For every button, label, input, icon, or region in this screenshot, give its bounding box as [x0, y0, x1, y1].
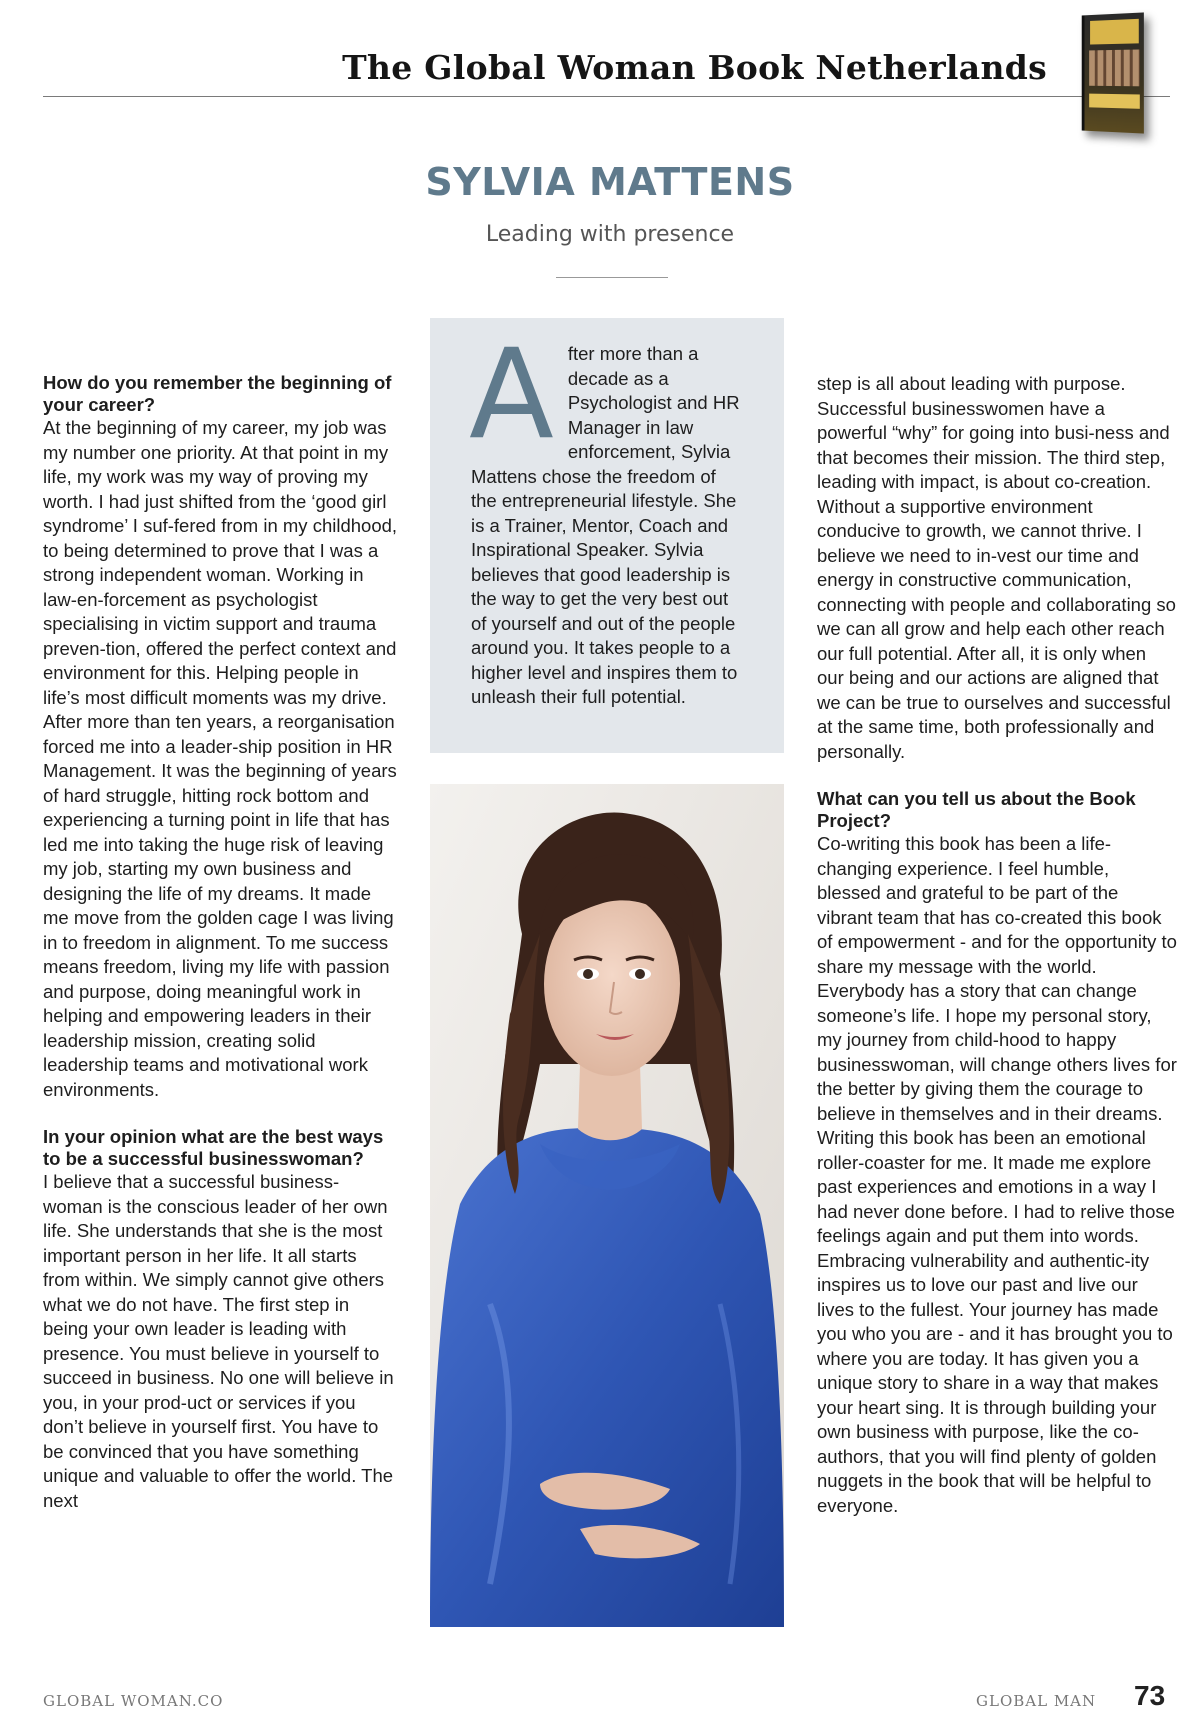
answer-paragraph: Co-writing this book has been a life-changing experience. I feel humble, blessed and grateful to be part of the vibrant team that has co-created this book of empowerment - and for the opportunity to share my message with the world. Everybody has a story that can change someone’s life. I hope my personal story, my journey from child-hood to happy businesswoman, will change others lives for the better by giving them the courage to believe in themselves and in their dreams. Writing this book has been an emotional roller-coaster for me. It made me explore past experiences and emotions in a way I had never done before. I had to relive those feelings again and put them into words. Embracing vulnerability and authentic-ity inspires us to love our past and live our lives to the fullest. Your journey has made you who you are - and it has brought you to where you are today. It has given you a unique story to share in a way that makes your heart sing. It is through building your own business with purpose, like the co-authors, that you will find plenty of golden nuggets in the book that will be helpful to everyone. [817, 833, 1177, 1516]
footer-publication: GLOBAL WOMAN.CO [43, 1692, 224, 1710]
intro-text: fter more than a decade as a Psychologist and HR Manager in law enforcement, Sylvia Mattens chose the freedom of the entrepreneurial lifestyle. She is a Trainer, Mentor, Coach and Inspirational Speaker. Sylvia believes that good leadership is the way to get the very best out of yourself and out of the people around you. It takes people to a higher level and inspires them to unleash their full potential. [471, 343, 740, 707]
question-heading: In your opinion what are the best ways to be a successful businesswoman? [43, 1126, 384, 1169]
page-number: 73 [1134, 1680, 1166, 1711]
answer-paragraph: I believe that a successful business-woman is the conscious leader of her own life. She understands that she is the most important person in her life. It all starts from within. We simply cannot give others what we do not have. The first step in being your own leader is leading with presence. You must believe in yourself to succeed in business. No one will believe in you, in your prod-uct or services if you don’t believe in yourself first. You have to be convinced that you have something unique and valuable to offer the world. The next [43, 1171, 394, 1511]
footer-section: GLOBAL MAN [976, 1692, 1097, 1710]
portrait-illustration [430, 784, 784, 1627]
left-column [43, 372, 398, 1513]
drop-cap: A [469, 323, 554, 467]
answer-paragraph: At the beginning of my career, my job was my number one priority. At that point in my life, my work was my way of proving my worth. I had just shifted from the ‘good girl syndrome’ I suf-fered from in my childhood, to being determined to prove that I was a strong independent woman. Working in law-en-forcement as psychologist specialising in victim support and trauma preven-tion, offered the perfect context and environment for this. Helping people in life’s most difficult moments was my drive. After more than ten years, a reorganisation forced me into a leader-ship position in HR Management. It was the beginning of years of hard struggle, hitting rock bottom and experiencing a turning point in life that has led me into taking the huge risk of leaving my job, starting my own business and designing the life of my dreams. It made me move from the golden cage I was living in to freedom in alignment. To me success means freedom, living my life with passion and purpose, doing meaningful work in helping and empowering leaders in their leadership mission, creating solid leadership teams and motivational work environments. [43, 417, 398, 1100]
header-divider [43, 96, 1170, 97]
article-subtitle: Leading with presence [485, 222, 735, 247]
portrait-photo [430, 784, 784, 1627]
right-column [817, 372, 1177, 1518]
question-heading: What can you tell us about the Book Project? [817, 788, 1136, 831]
book-cover-icon [1082, 12, 1144, 133]
answer-paragraph: step is all about leading with purpose. Successful businesswomen have a powerful “why” for going into busi-ness and that becomes their mission. The third step, leading with impact, is about co-creation. Without a supportive environment conducive to growth, we cannot thrive. I believe we need to in-vest our time and energy in constructive communication, connecting with people and collaborating so we can all grow and help each other reach our full potential. After all, it is only when our being and our actions are aligned that we can be true to ourselves and successful at the same time, both professionally and personally. [817, 373, 1176, 762]
title-divider [556, 277, 668, 278]
intro-box [430, 318, 784, 753]
page-header-title: The Global Woman Book Netherlands [342, 48, 1047, 87]
author-name: SYLVIA MATTENS [425, 160, 795, 204]
question-heading: How do you remember the beginning of your career? [43, 372, 392, 415]
